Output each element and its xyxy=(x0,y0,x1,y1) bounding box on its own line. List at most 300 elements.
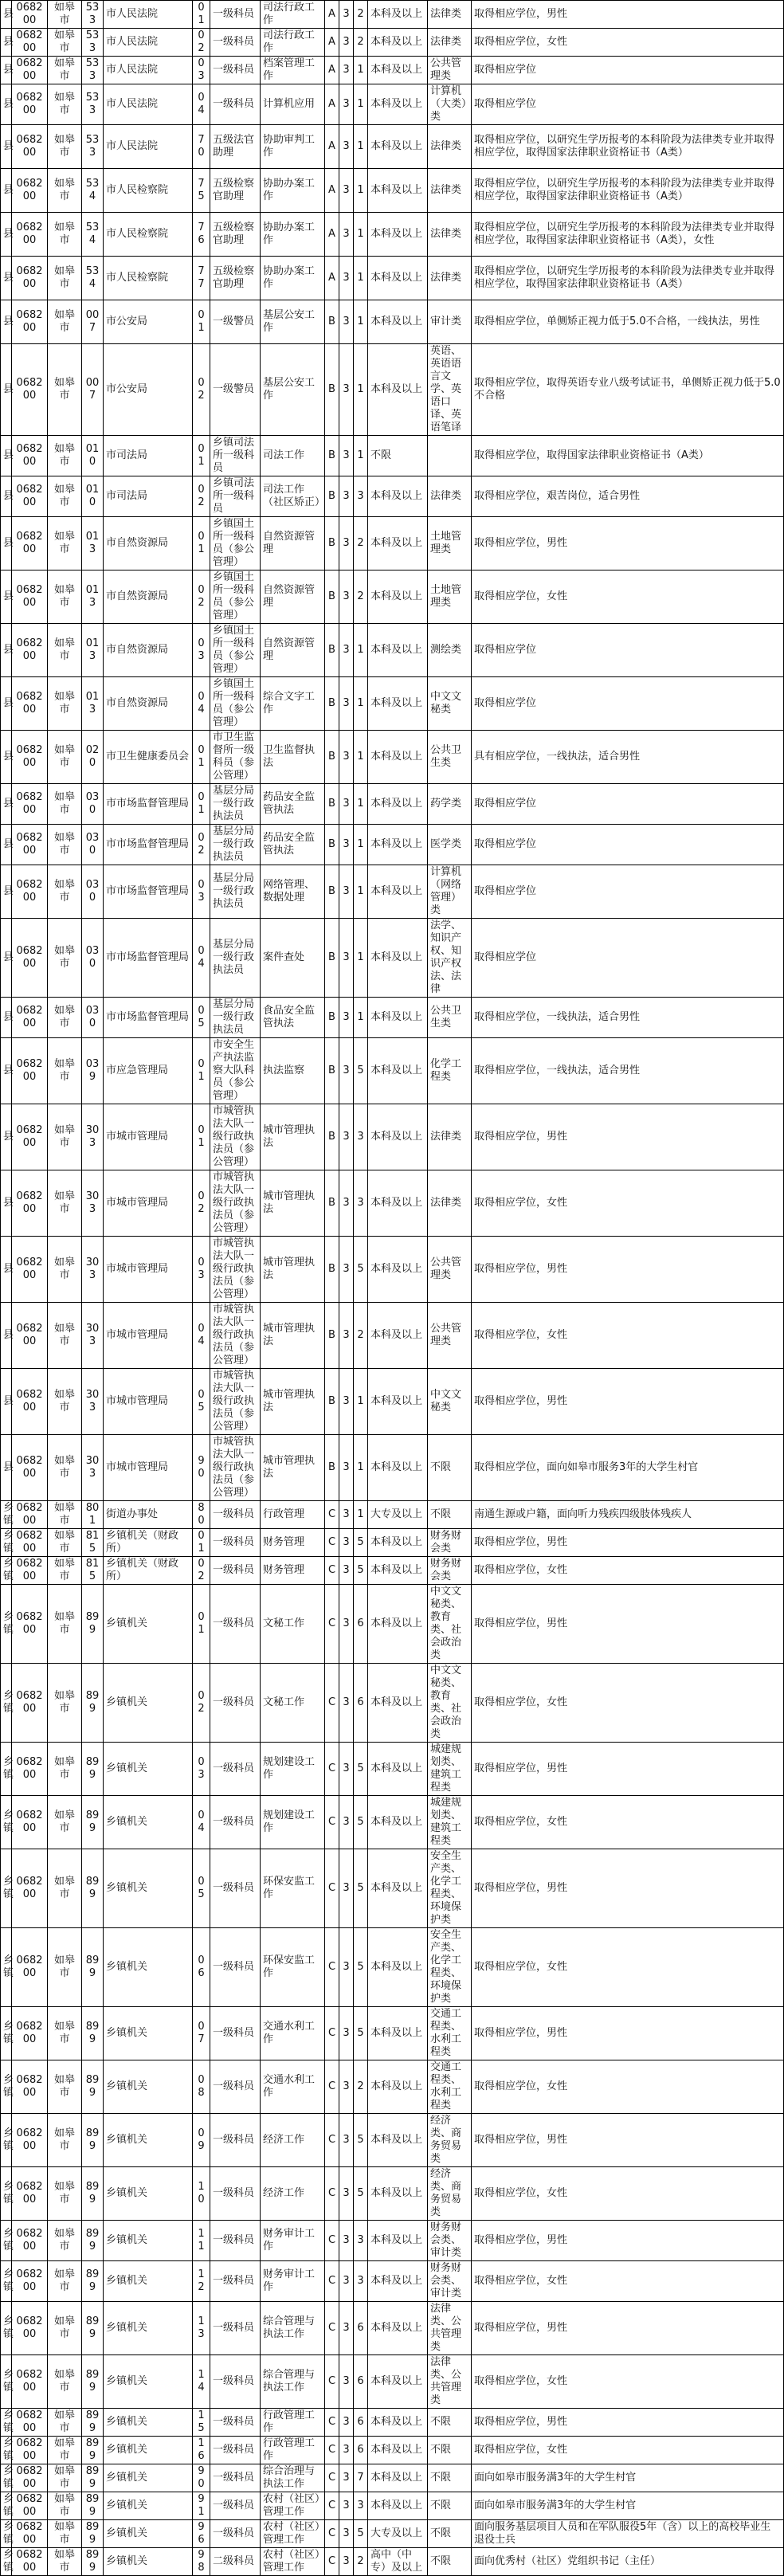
cell-category: A xyxy=(325,1,339,29)
cell-exam-ratio: 3 xyxy=(339,29,354,57)
cell-requirements: 取得相应学位 xyxy=(472,865,784,919)
cell-position-code: 07 xyxy=(193,2007,210,2060)
cell-org-code: 068200 xyxy=(12,1501,48,1529)
cell-level: 县 xyxy=(1,731,12,784)
cell-position-name: 一级科员 xyxy=(210,2520,261,2548)
cell-dept-code: 303 xyxy=(82,1369,104,1435)
cell-job-desc: 综合管理与执法工作 xyxy=(261,2355,325,2409)
cell-position-code: 09 xyxy=(193,2114,210,2167)
cell-major: 法律类、公共管理类 xyxy=(428,2302,472,2355)
cell-dept-code: 010 xyxy=(82,436,104,476)
cell-requirements: 取得相应学位，男性 xyxy=(472,1585,784,1664)
cell-headcount: 1 xyxy=(354,257,368,300)
cell-education: 本科及以上 xyxy=(368,1664,428,1743)
cell-exam-ratio: 3 xyxy=(339,1369,354,1435)
cell-headcount: 6 xyxy=(354,2409,368,2437)
cell-city: 如皋市 xyxy=(48,517,82,570)
cell-org-code: 068200 xyxy=(12,731,48,784)
cell-requirements: 取得相应学位，以研究生学历报考的本科阶段为法律类专业并取得相应学位，取得国家法律职业资格证书（A类） xyxy=(472,169,784,213)
cell-category: B xyxy=(325,517,339,570)
cell-major: 不限 xyxy=(428,2409,472,2437)
cell-education: 本科及以上 xyxy=(368,2355,428,2409)
cell-org-code: 068200 xyxy=(12,2492,48,2520)
cell-level: 县 xyxy=(1,998,12,1038)
table-row xyxy=(1,257,784,300)
cell-education: 本科及以上 xyxy=(368,825,428,865)
cell-requirements: 取得相应学位，以研究生学历报考的本科阶段为法律类专业并取得相应学位，取得国家法律职业资格证书（A类） xyxy=(472,257,784,300)
cell-headcount: 5 xyxy=(354,2167,368,2221)
cell-level: 县 xyxy=(1,257,12,300)
cell-major: 财务财会类 xyxy=(428,1557,472,1585)
cell-city: 如皋市 xyxy=(48,731,82,784)
cell-level: 县 xyxy=(1,517,12,570)
cell-position-name: 一级科员 xyxy=(210,2060,261,2114)
cell-dept-name: 乡镇机关 xyxy=(104,2409,193,2437)
table-row xyxy=(1,344,784,436)
cell-dept-code: 030 xyxy=(82,784,104,825)
cell-position-name: 一级科员 xyxy=(210,84,261,125)
table-row xyxy=(1,784,784,825)
cell-city: 如皋市 xyxy=(48,2167,82,2221)
table-row xyxy=(1,1849,784,1928)
cell-dept-name: 市公安局 xyxy=(104,344,193,436)
cell-position-name: 一级科员 xyxy=(210,1501,261,1529)
cell-org-code: 068200 xyxy=(12,1303,48,1369)
cell-position-code: 01 xyxy=(193,436,210,476)
cell-education: 本科及以上 xyxy=(368,2167,428,2221)
cell-position-code: 01 xyxy=(193,1585,210,1664)
cell-dept-code: 533 xyxy=(82,57,104,84)
cell-job-desc: 规划建设工作 xyxy=(261,1796,325,1849)
cell-requirements: 取得相应学位，男性 xyxy=(472,1743,784,1796)
cell-education: 本科及以上 xyxy=(368,1303,428,1369)
cell-position-code: 03 xyxy=(193,624,210,677)
cell-org-code: 068200 xyxy=(12,2464,48,2492)
cell-major: 不限 xyxy=(428,1435,472,1501)
table-row xyxy=(1,1557,784,1585)
table-row xyxy=(1,2221,784,2261)
cell-education: 本科及以上 xyxy=(368,517,428,570)
cell-major: 法律类 xyxy=(428,1104,472,1170)
cell-position-code: 05 xyxy=(193,998,210,1038)
cell-dept-code: 013 xyxy=(82,624,104,677)
cell-education: 本科及以上 xyxy=(368,125,428,169)
cell-job-desc: 城市管理执法 xyxy=(261,1435,325,1501)
cell-dept-name: 市司法局 xyxy=(104,436,193,476)
cell-headcount: 1 xyxy=(354,57,368,84)
cell-category: B xyxy=(325,1038,339,1104)
cell-city: 如皋市 xyxy=(48,570,82,624)
cell-dept-name: 市城市管理局 xyxy=(104,1104,193,1170)
cell-category: B xyxy=(325,570,339,624)
cell-position-name: 乡镇国土所一级科员（参公管理） xyxy=(210,517,261,570)
cell-dept-name: 市市场监督管理局 xyxy=(104,784,193,825)
cell-education: 本科及以上 xyxy=(368,1849,428,1928)
cell-dept-name: 市城市管理局 xyxy=(104,1369,193,1435)
cell-position-name: 一级科员 xyxy=(210,2464,261,2492)
cell-education: 本科及以上 xyxy=(368,2409,428,2437)
cell-requirements: 取得相应学位 xyxy=(472,677,784,731)
cell-exam-ratio: 3 xyxy=(339,1743,354,1796)
cell-requirements: 取得相应学位 xyxy=(472,784,784,825)
cell-education: 本科及以上 xyxy=(368,919,428,998)
cell-exam-ratio: 3 xyxy=(339,1303,354,1369)
cell-headcount: 5 xyxy=(354,1743,368,1796)
cell-position-code: 04 xyxy=(193,919,210,998)
cell-major: 城建规划类、建筑工程类 xyxy=(428,1796,472,1849)
cell-requirements: 取得相应学位，女性 xyxy=(472,1928,784,2007)
cell-dept-code: 007 xyxy=(82,300,104,344)
cell-education: 本科及以上 xyxy=(368,1928,428,2007)
cell-education: 本科及以上 xyxy=(368,2437,428,2464)
cell-level: 县 xyxy=(1,570,12,624)
cell-level: 乡镇 xyxy=(1,2520,12,2548)
cell-position-code: 11 xyxy=(193,2221,210,2261)
cell-dept-code: 899 xyxy=(82,2302,104,2355)
cell-job-desc: 城市管理执法 xyxy=(261,1369,325,1435)
cell-education: 本科及以上 xyxy=(368,29,428,57)
cell-category: C xyxy=(325,2520,339,2548)
cell-category: A xyxy=(325,29,339,57)
cell-position-name: 乡镇司法所一级科员 xyxy=(210,436,261,476)
cell-requirements: 取得相应学位，面向如皋市服务3年的大学生村官 xyxy=(472,1435,784,1501)
cell-exam-ratio: 3 xyxy=(339,1796,354,1849)
cell-exam-ratio: 3 xyxy=(339,2548,354,2576)
cell-city: 如皋市 xyxy=(48,84,82,125)
table-row xyxy=(1,2492,784,2520)
cell-dept-code: 013 xyxy=(82,517,104,570)
cell-category: B xyxy=(325,1303,339,1369)
cell-city: 如皋市 xyxy=(48,1585,82,1664)
cell-job-desc: 司法工作（社区矫正） xyxy=(261,476,325,517)
table-row xyxy=(1,2167,784,2221)
cell-major: 财务财会类、审计类 xyxy=(428,2261,472,2302)
cell-job-desc: 食品安全监管执法 xyxy=(261,998,325,1038)
cell-dept-name: 乡镇机关 xyxy=(104,2261,193,2302)
cell-city: 如皋市 xyxy=(48,2520,82,2548)
cell-org-code: 068200 xyxy=(12,919,48,998)
cell-dept-name: 市城市管理局 xyxy=(104,1237,193,1303)
cell-dept-name: 乡镇机关 xyxy=(104,1585,193,1664)
table-row xyxy=(1,2114,784,2167)
cell-position-name: 乡镇国土所一级科员（参公管理） xyxy=(210,677,261,731)
cell-level: 县 xyxy=(1,624,12,677)
cell-position-code: 04 xyxy=(193,84,210,125)
cell-dept-code: 899 xyxy=(82,1796,104,1849)
cell-city: 如皋市 xyxy=(48,1664,82,1743)
cell-category: C xyxy=(325,1928,339,2007)
cell-exam-ratio: 3 xyxy=(339,1435,354,1501)
cell-headcount: 1 xyxy=(354,624,368,677)
cell-education: 本科及以上 xyxy=(368,1038,428,1104)
cell-position-name: 市城管执法大队一级行政执法员（参公管理） xyxy=(210,1170,261,1237)
cell-category: B xyxy=(325,825,339,865)
cell-city: 如皋市 xyxy=(48,1529,82,1557)
cell-job-desc: 综合文字工作 xyxy=(261,677,325,731)
cell-dept-code: 899 xyxy=(82,2007,104,2060)
cell-level: 乡镇 xyxy=(1,2409,12,2437)
cell-major: 计算机（大类）类 xyxy=(428,84,472,125)
cell-org-code: 068200 xyxy=(12,213,48,257)
cell-job-desc: 协助办案工作 xyxy=(261,213,325,257)
cell-education: 本科及以上 xyxy=(368,1557,428,1585)
cell-position-name: 一级科员 xyxy=(210,57,261,84)
cell-headcount: 2 xyxy=(354,1303,368,1369)
cell-category: C xyxy=(325,2355,339,2409)
cell-education: 本科及以上 xyxy=(368,998,428,1038)
cell-exam-ratio: 3 xyxy=(339,2302,354,2355)
cell-dept-name: 市市场监督管理局 xyxy=(104,825,193,865)
cell-org-code: 068200 xyxy=(12,1237,48,1303)
cell-position-name: 一级科员 xyxy=(210,29,261,57)
cell-headcount: 1 xyxy=(354,784,368,825)
cell-org-code: 068200 xyxy=(12,2302,48,2355)
cell-category: C xyxy=(325,1501,339,1529)
cell-dept-code: 533 xyxy=(82,84,104,125)
cell-education: 本科及以上 xyxy=(368,1104,428,1170)
cell-exam-ratio: 3 xyxy=(339,213,354,257)
cell-position-code: 03 xyxy=(193,865,210,919)
cell-exam-ratio: 3 xyxy=(339,570,354,624)
table-row xyxy=(1,2007,784,2060)
cell-position-code: 03 xyxy=(193,1237,210,1303)
cell-requirements: 取得相应学位 xyxy=(472,84,784,125)
cell-requirements: 取得相应学位，单侧矫正视力低于5.0不合格，一线执法，男性 xyxy=(472,300,784,344)
cell-position-code: 15 xyxy=(193,2409,210,2437)
cell-dept-code: 815 xyxy=(82,1557,104,1585)
cell-job-desc: 城市管理执法 xyxy=(261,1104,325,1170)
cell-category: B xyxy=(325,865,339,919)
cell-exam-ratio: 3 xyxy=(339,677,354,731)
table-row xyxy=(1,998,784,1038)
cell-position-code: 01 xyxy=(193,300,210,344)
cell-level: 乡镇 xyxy=(1,2221,12,2261)
cell-city: 如皋市 xyxy=(48,1,82,29)
cell-org-code: 068200 xyxy=(12,1170,48,1237)
cell-education: 本科及以上 xyxy=(368,257,428,300)
cell-dept-code: 899 xyxy=(82,2167,104,2221)
cell-position-name: 市城管执法大队一级行政执法员（参公管理） xyxy=(210,1435,261,1501)
table-row xyxy=(1,1170,784,1237)
cell-exam-ratio: 3 xyxy=(339,1,354,29)
cell-job-desc: 行政管理 xyxy=(261,1501,325,1529)
cell-dept-name: 市卫生健康委员会 xyxy=(104,731,193,784)
cell-position-code: 01 xyxy=(193,1,210,29)
cell-education: 本科及以上 xyxy=(368,1435,428,1501)
cell-job-desc: 经济工作 xyxy=(261,2114,325,2167)
cell-city: 如皋市 xyxy=(48,998,82,1038)
cell-dept-code: 533 xyxy=(82,1,104,29)
cell-exam-ratio: 3 xyxy=(339,257,354,300)
cell-requirements: 取得相应学位 xyxy=(472,919,784,998)
cell-job-desc: 行政管理工作 xyxy=(261,2437,325,2464)
table-row xyxy=(1,29,784,57)
cell-education: 本科及以上 xyxy=(368,2464,428,2492)
cell-major: 法律类 xyxy=(428,29,472,57)
cell-org-code: 068200 xyxy=(12,1849,48,1928)
cell-position-name: 乡镇国土所一级科员（参公管理） xyxy=(210,624,261,677)
cell-requirements: 面向如皋市服务满3年的大学生村官 xyxy=(472,2492,784,2520)
cell-headcount: 5 xyxy=(354,1796,368,1849)
cell-exam-ratio: 3 xyxy=(339,2167,354,2221)
cell-headcount: 5 xyxy=(354,1038,368,1104)
cell-requirements: 取得相应学位，男性 xyxy=(472,1529,784,1557)
cell-position-name: 一级科员 xyxy=(210,1743,261,1796)
cell-position-code: 14 xyxy=(193,2355,210,2409)
cell-position-code: 01 xyxy=(193,1104,210,1170)
cell-job-desc: 网络管理、数据处理 xyxy=(261,865,325,919)
cell-city: 如皋市 xyxy=(48,825,82,865)
cell-major: 不限 xyxy=(428,1501,472,1529)
cell-position-name: 市城管执法大队一级行政执法员（参公管理） xyxy=(210,1237,261,1303)
cell-job-desc: 案件查处 xyxy=(261,919,325,998)
cell-level: 县 xyxy=(1,1038,12,1104)
table-row xyxy=(1,1104,784,1170)
cell-category: C xyxy=(325,2261,339,2302)
cell-education: 本科及以上 xyxy=(368,2261,428,2302)
cell-requirements: 取得相应学位，男性 xyxy=(472,1,784,29)
cell-dept-name: 乡镇机关 xyxy=(104,2114,193,2167)
table-row xyxy=(1,1585,784,1664)
cell-position-name: 一级科员 xyxy=(210,2355,261,2409)
cell-level: 县 xyxy=(1,436,12,476)
cell-city: 如皋市 xyxy=(48,2114,82,2167)
cell-org-code: 068200 xyxy=(12,436,48,476)
cell-requirements: 面向服务基层项目人员和在军队服役5年（含）以上的高校毕业生退役士兵 xyxy=(472,2520,784,2548)
cell-org-code: 068200 xyxy=(12,2114,48,2167)
cell-dept-code: 013 xyxy=(82,570,104,624)
cell-dept-name: 市人民检察院 xyxy=(104,169,193,213)
table-row xyxy=(1,2437,784,2464)
table-row xyxy=(1,1743,784,1796)
cell-position-name: 一级科员 xyxy=(210,1796,261,1849)
cell-major: 中文文秘类、教育类、社会政治类 xyxy=(428,1585,472,1664)
cell-position-name: 五级检察官助理 xyxy=(210,169,261,213)
cell-org-code: 068200 xyxy=(12,29,48,57)
cell-job-desc: 财务管理 xyxy=(261,1529,325,1557)
cell-position-name: 基层分局一级行政执法员 xyxy=(210,919,261,998)
table-row xyxy=(1,1529,784,1557)
cell-requirements: 取得相应学位 xyxy=(472,624,784,677)
table-row xyxy=(1,436,784,476)
cell-dept-code: 303 xyxy=(82,1303,104,1369)
cell-exam-ratio: 3 xyxy=(339,300,354,344)
cell-requirements: 取得相应学位，女性 xyxy=(472,2060,784,2114)
cell-job-desc: 司法行政工作 xyxy=(261,29,325,57)
cell-position-name: 一级科员 xyxy=(210,2492,261,2520)
cell-city: 如皋市 xyxy=(48,1796,82,1849)
cell-position-name: 一级警员 xyxy=(210,300,261,344)
cell-dept-code: 303 xyxy=(82,1170,104,1237)
cell-level: 县 xyxy=(1,784,12,825)
cell-job-desc: 城市管理执法 xyxy=(261,1170,325,1237)
cell-position-code: 98 xyxy=(193,2548,210,2576)
cell-dept-code: 303 xyxy=(82,1435,104,1501)
cell-requirements: 取得相应学位，男性 xyxy=(472,2007,784,2060)
cell-city: 如皋市 xyxy=(48,1928,82,2007)
cell-city: 如皋市 xyxy=(48,2302,82,2355)
cell-org-code: 068200 xyxy=(12,2548,48,2576)
cell-dept-code: 020 xyxy=(82,731,104,784)
cell-headcount: 1 xyxy=(354,731,368,784)
cell-requirements: 取得相应学位，男性 xyxy=(472,2409,784,2437)
cell-dept-code: 899 xyxy=(82,2548,104,2576)
cell-exam-ratio: 3 xyxy=(339,1038,354,1104)
cell-position-code: 05 xyxy=(193,1369,210,1435)
cell-dept-code: 534 xyxy=(82,213,104,257)
cell-position-code: 05 xyxy=(193,1849,210,1928)
table-row xyxy=(1,1796,784,1849)
cell-requirements: 取得相应学位，男性 xyxy=(472,1104,784,1170)
cell-exam-ratio: 3 xyxy=(339,2355,354,2409)
cell-headcount: 2 xyxy=(354,2548,368,2576)
cell-exam-ratio: 3 xyxy=(339,1104,354,1170)
cell-job-desc: 协助办案工作 xyxy=(261,169,325,213)
cell-category: B xyxy=(325,624,339,677)
cell-dept-code: 899 xyxy=(82,2520,104,2548)
cell-headcount: 5 xyxy=(354,1849,368,1928)
table-row xyxy=(1,2548,784,2576)
cell-level: 乡镇 xyxy=(1,1849,12,1928)
cell-org-code: 068200 xyxy=(12,1104,48,1170)
cell-major: 财务财会类、审计类 xyxy=(428,2221,472,2261)
cell-category: C xyxy=(325,1664,339,1743)
cell-position-name: 二级科员 xyxy=(210,2548,261,2576)
cell-category: C xyxy=(325,2548,339,2576)
cell-major: 法律类 xyxy=(428,1,472,29)
cell-requirements: 取得相应学位，男性 xyxy=(472,2221,784,2261)
cell-headcount: 7 xyxy=(354,2464,368,2492)
cell-category: B xyxy=(325,1170,339,1237)
cell-position-name: 一级科员 xyxy=(210,2221,261,2261)
cell-position-name: 市城管执法大队一级行政执法员（参公管理） xyxy=(210,1104,261,1170)
cell-dept-name: 市城市管理局 xyxy=(104,1303,193,1369)
cell-exam-ratio: 3 xyxy=(339,784,354,825)
cell-org-code: 068200 xyxy=(12,2060,48,2114)
cell-exam-ratio: 3 xyxy=(339,731,354,784)
cell-major: 经济类、商务贸易类 xyxy=(428,2167,472,2221)
cell-exam-ratio: 3 xyxy=(339,1664,354,1743)
cell-dept-name: 街道办事处 xyxy=(104,1501,193,1529)
cell-category: A xyxy=(325,213,339,257)
cell-dept-name: 市自然资源局 xyxy=(104,624,193,677)
cell-position-name: 基层分局一级行政执法员 xyxy=(210,825,261,865)
cell-major: 公共卫生类 xyxy=(428,731,472,784)
cell-category: C xyxy=(325,1585,339,1664)
cell-position-name: 基层分局一级行政执法员 xyxy=(210,784,261,825)
cell-level: 乡镇 xyxy=(1,2437,12,2464)
cell-position-name: 五级检察官助理 xyxy=(210,257,261,300)
cell-level: 县 xyxy=(1,125,12,169)
cell-position-name: 市卫生监督所一级科员（参公管理） xyxy=(210,731,261,784)
cell-position-code: 02 xyxy=(193,570,210,624)
cell-category: B xyxy=(325,919,339,998)
cell-education: 本科及以上 xyxy=(368,1585,428,1664)
cell-major: 中文文秘类、教育类、社会政治类 xyxy=(428,1664,472,1743)
cell-requirements: 取得相应学位，女性 xyxy=(472,2355,784,2409)
cell-category: C xyxy=(325,2167,339,2221)
cell-category: C xyxy=(325,1557,339,1585)
cell-job-desc: 药品安全监管执法 xyxy=(261,825,325,865)
cell-education: 本科及以上 xyxy=(368,784,428,825)
cell-level: 县 xyxy=(1,865,12,919)
cell-position-code: 02 xyxy=(193,1557,210,1585)
cell-category: C xyxy=(325,2302,339,2355)
cell-job-desc: 规划建设工作 xyxy=(261,1743,325,1796)
cell-city: 如皋市 xyxy=(48,2548,82,2576)
cell-dept-name: 市人民检察院 xyxy=(104,257,193,300)
table-row xyxy=(1,2060,784,2114)
